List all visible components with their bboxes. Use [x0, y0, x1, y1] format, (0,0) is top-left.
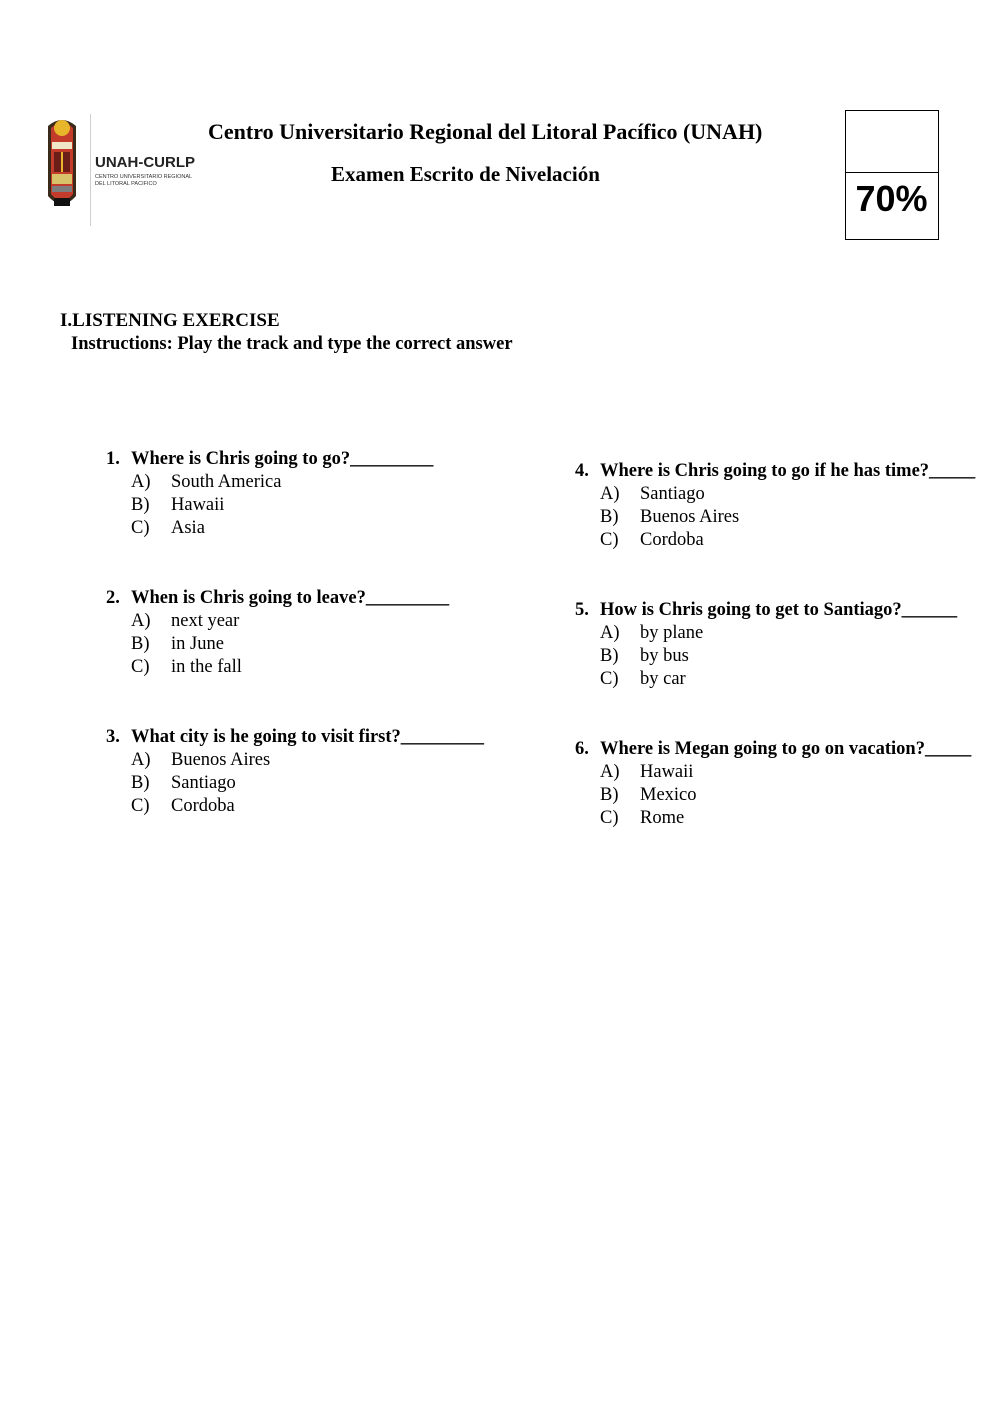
option-b[interactable]: B) Santiago — [131, 773, 236, 793]
option-b[interactable]: B) in June — [131, 634, 224, 654]
option-b[interactable]: B) Buenos Aires — [600, 507, 740, 527]
institution-title: Centro Universitario Regional del Litoral Pacífico (UNAH) — [208, 119, 763, 144]
svg-text:DEL LITORAL PACIFICO: DEL LITORAL PACIFICO — [95, 181, 157, 187]
exam-title: Examen Escrito de Nivelación — [331, 162, 600, 186]
option-b[interactable]: B) Hawaii — [131, 495, 225, 515]
option-a[interactable]: A) by plane — [600, 623, 704, 643]
option-c[interactable]: C) Cordoba — [600, 530, 704, 550]
section-title: I.LISTENING EXERCISE — [60, 310, 280, 331]
option-a[interactable]: A) South America — [131, 472, 282, 492]
question-text: Where is Chris going to go if he has time?_____ — [600, 461, 976, 481]
option-b[interactable]: B) Mexico — [600, 785, 697, 805]
option-c[interactable]: C) Asia — [131, 518, 205, 538]
question-text: Where is Chris going to go?_________ — [131, 449, 434, 469]
logo-name: UNAH-CURLP — [95, 154, 195, 171]
question-text: What city is he going to visit first?_________ — [131, 727, 485, 747]
score-box-divider — [845, 172, 938, 173]
question-4: 4. Where is Chris going to go if he has time?_____ A) Santiago B) Buenos Aires C) Cordoba — [575, 461, 976, 550]
svg-text:CENTRO UNIVERSITARIO REGIONAL: CENTRO UNIVERSITARIO REGIONAL — [95, 174, 193, 180]
option-c[interactable]: C) in the fall — [131, 657, 242, 677]
section-instructions: Instructions: Play the track and type the correct answer — [71, 334, 513, 354]
option-a[interactable]: A) next year — [131, 611, 240, 631]
option-a[interactable]: A) Santiago — [600, 484, 705, 504]
question-text: How is Chris going to get to Santiago?______ — [600, 600, 958, 620]
question-text: When is Chris going to leave?_________ — [131, 588, 450, 608]
option-c[interactable]: C) Rome — [600, 808, 685, 828]
question-3: 3. What city is he going to visit first?_________ A) Buenos Aires B) Santiago C) Cordoba — [106, 727, 485, 816]
logo-divider — [90, 114, 91, 226]
question-text: Where is Megan going to go on vacation?_____ — [600, 739, 972, 759]
option-c[interactable]: C) by car — [600, 669, 686, 689]
option-a[interactable]: A) Hawaii — [600, 762, 694, 782]
option-c[interactable]: C) Cordoba — [131, 796, 235, 816]
question-6: 6. Where is Megan going to go on vacation?_____ A) Hawaii B) Mexico C) Rome — [575, 739, 972, 828]
score-value: 70% — [855, 178, 928, 219]
question-2: 2. When is Chris going to leave?_________ A) next year B) in June C) in the fall — [106, 588, 450, 677]
score-box — [845, 110, 939, 240]
university-logo — [40, 112, 195, 228]
option-a[interactable]: A) Buenos Aires — [131, 750, 271, 770]
question-1: 1. Where is Chris going to go?_________ A) South America B) Hawaii C) Asia — [106, 449, 434, 538]
question-5: 5. How is Chris going to get to Santiago?______ A) by plane B) by bus C) by car — [575, 600, 958, 689]
option-b[interactable]: B) by bus — [600, 646, 689, 666]
